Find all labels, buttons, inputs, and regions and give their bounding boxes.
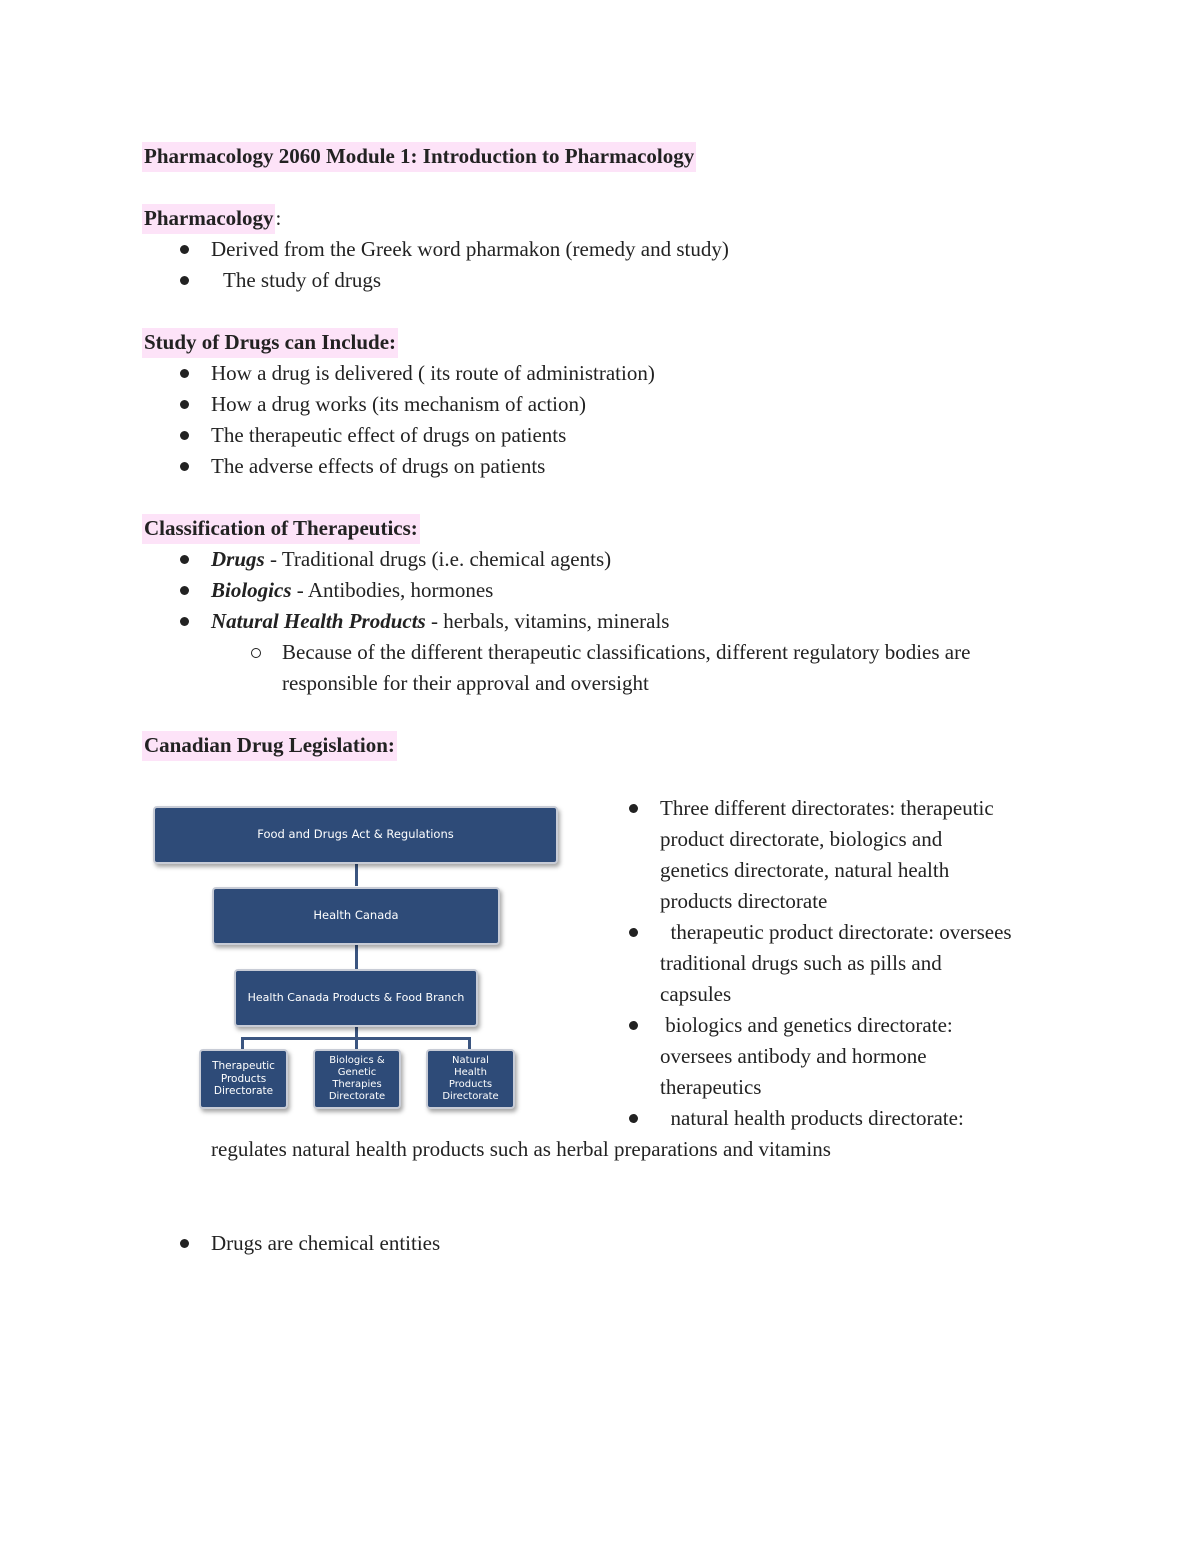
list-item: Natural Health Products - herbals, vitamins, minerals [211, 609, 670, 633]
chart-box-therapeutic-products: Therapeutic Products Directorate [199, 1049, 288, 1109]
bullet [180, 431, 189, 440]
bullet [180, 617, 189, 626]
page-title: Pharmacology 2060 Module 1: Introduction to Pharmacology [142, 146, 696, 167]
section-heading-classification: Classification of Therapeutics: [142, 518, 420, 539]
bullet [180, 1239, 189, 1248]
bullet [629, 1114, 638, 1123]
list-item: The adverse effects of drugs on patients [211, 454, 546, 478]
list-item: How a drug works (its mechanism of action) [211, 392, 586, 416]
connector-line [241, 1037, 244, 1049]
sub-list-item: Because of the different therapeutic classifications, different regulatory bodies are [282, 640, 971, 664]
list-item: The study of drugs [223, 268, 382, 292]
chart-box-biologics-genetic: Biologics & Genetic Therapies Directorate [313, 1049, 401, 1109]
bullet [629, 928, 638, 937]
list-item-line: capsules [660, 982, 732, 1006]
bullet [180, 462, 189, 471]
connector-line [355, 1037, 358, 1049]
bullet [180, 586, 189, 595]
bullet [180, 555, 189, 564]
list-item: Derived from the Greek word pharmakon (remedy and study) [211, 237, 729, 261]
bullet [180, 245, 189, 254]
list-item-line: biologics and genetics directorate: [660, 1013, 953, 1037]
list-item-line: traditional drugs such as pills and [660, 951, 942, 975]
sub-list-item-continued: responsible for their approval and oversight [282, 671, 649, 695]
list-item-line: natural health products directorate: [660, 1106, 964, 1130]
list-item: Drugs - Traditional drugs (i.e. chemical agents) [211, 547, 612, 571]
connector-line [468, 1037, 471, 1049]
chart-box-food-drugs-act: Food and Drugs Act & Regulations [153, 806, 558, 864]
bullet [180, 400, 189, 409]
bullet [180, 369, 189, 378]
section-heading-study-of-drugs: Study of Drugs can Include: [142, 332, 398, 353]
section-heading-pharmacology: Pharmacology: [142, 208, 281, 229]
list-item-line: product directorate, biologics and [660, 827, 943, 851]
list-item-line: Three different directorates: therapeutic [660, 796, 994, 820]
list-item-line: products directorate [660, 889, 828, 913]
bullet [629, 804, 638, 813]
list-item-line: genetics directorate, natural health [660, 858, 950, 882]
list-item-line: therapeutics [660, 1075, 762, 1099]
chart-box-natural-health: Natural Health Products Directorate [426, 1049, 515, 1109]
list-item: The therapeutic effect of drugs on patients [211, 423, 567, 447]
list-item: Drugs are chemical entities [211, 1231, 441, 1255]
connector-line [355, 945, 358, 969]
list-item-line: oversees antibody and hormone [660, 1044, 927, 1068]
chart-box-products-food-branch: Health Canada Products & Food Branch [234, 969, 478, 1027]
list-item: How a drug is delivered ( its route of administration) [211, 361, 655, 385]
section-heading-canadian-legislation: Canadian Drug Legislation: [142, 735, 397, 756]
chart-box-health-canada: Health Canada [212, 887, 500, 945]
list-item-line: therapeutic product directorate: oversees [660, 920, 1012, 944]
list-item-line: regulates natural health products such as herbal preparations and vitamins [211, 1137, 831, 1161]
bullet [180, 276, 189, 285]
connector-line [355, 864, 358, 886]
list-item: Biologics - Antibodies, hormones [211, 578, 494, 602]
bullet [629, 1021, 638, 1030]
sub-bullet [251, 648, 261, 658]
